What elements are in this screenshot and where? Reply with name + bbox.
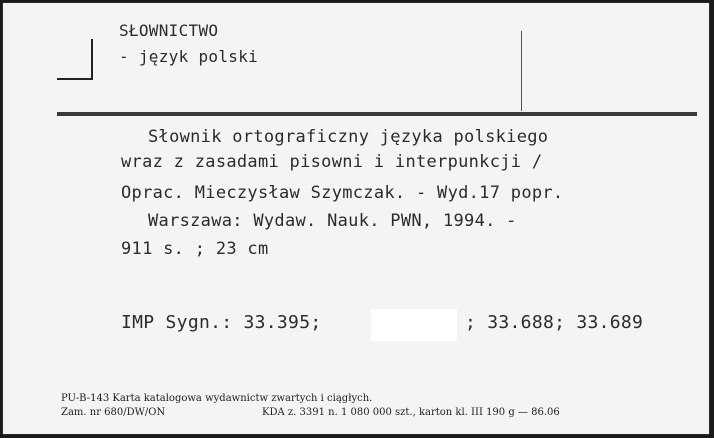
entry-publication: Warszawa: Wydaw. Nauk. PWN, 1994. - bbox=[148, 211, 517, 231]
footer-print-info: KDA z. 3391 n. 1 080 000 szt., karton kl. III 190 g — 86.06 bbox=[262, 407, 560, 418]
catalog-card bbox=[2, 2, 710, 435]
entry-title-continuation: wraz z zasadami pisowni i interpunkcji / bbox=[121, 152, 543, 172]
footer-order-number: Zam. nr 680/DW/ON bbox=[61, 407, 166, 418]
redacted-signature bbox=[371, 309, 457, 341]
header-divider bbox=[521, 31, 522, 111]
entry-physical-description: 911 s. ; 23 cm bbox=[121, 239, 269, 259]
corner-mark-horizontal bbox=[57, 78, 93, 80]
signature-label: IMP Sygn.: 33.395; bbox=[121, 312, 322, 333]
entry-editor-edition: Oprac. Mieczysław Szymczak. - Wyd.17 popr. bbox=[121, 183, 564, 203]
subject-heading: SŁOWNICTWO bbox=[119, 21, 219, 40]
subject-subheading: - język polski bbox=[119, 47, 259, 66]
footer-form-line: PU-B-143 Karta katalogowa wydawnictw zwartych i ciągłych. bbox=[61, 393, 373, 404]
corner-mark-vertical bbox=[91, 39, 93, 79]
header-rule bbox=[57, 112, 697, 116]
signature-numbers: ; 33.688; 33.689 bbox=[465, 312, 644, 333]
entry-title-line: Słownik ortograficzny języka polskiego bbox=[148, 127, 549, 147]
